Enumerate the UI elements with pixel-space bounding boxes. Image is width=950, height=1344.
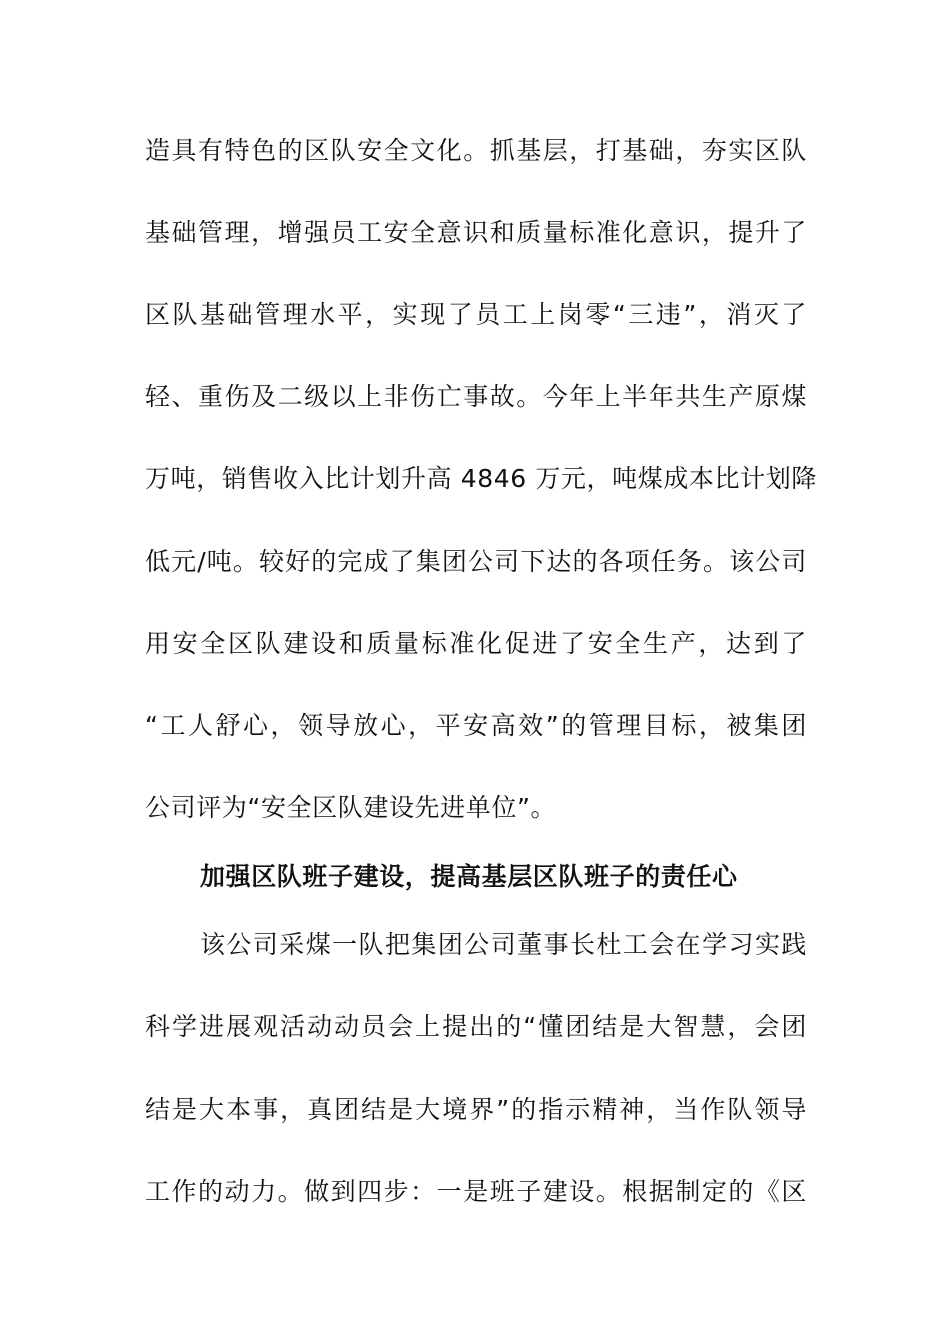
paragraph-line: 区队基础管理水平，实现了员工上岗零“三违”，消灭了 bbox=[145, 300, 807, 329]
section-heading: 加强区队班子建设，提高基层区队班子的责任心 bbox=[200, 862, 738, 891]
paragraph-line: “工人舒心，领导放心，平安高效”的管理目标，被集团 bbox=[145, 711, 807, 740]
paragraph-line: 结是大本事，真团结是大境界”的指示精神，当作队领导 bbox=[145, 1095, 807, 1124]
paragraph-line: 轻、重伤及二级以上非伤亡事故。今年上半年共生产原煤 bbox=[145, 382, 807, 411]
paragraph-line: 低元/吨。较好的完成了集团公司下达的各项任务。该公司 bbox=[145, 547, 807, 576]
paragraph-line: 工作的动力。做到四步：一是班子建设。根据制定的《区 bbox=[145, 1177, 807, 1206]
paragraph-line: 造具有特色的区队安全文化。抓基层，打基础，夯实区队 bbox=[145, 136, 807, 165]
paragraph-line: 基础管理，增强员工安全意识和质量标准化意识，提升了 bbox=[145, 218, 807, 247]
paragraph-line: 科学进展观活动动员会上提出的“懂团结是大智慧，会团 bbox=[145, 1012, 807, 1041]
paragraph-line: 公司评为“安全区队建设先进单位”。 bbox=[145, 793, 557, 822]
paragraph-line: 万吨，销售收入比计划升高 4846 万元，吨煤成本比计划降 bbox=[145, 464, 817, 493]
paragraph-line: 该公司采煤一队把集团公司董事长杜工会在学习实践 bbox=[200, 930, 807, 959]
paragraph-line: 用安全区队建设和质量标准化促进了安全生产，达到了 bbox=[145, 629, 807, 658]
